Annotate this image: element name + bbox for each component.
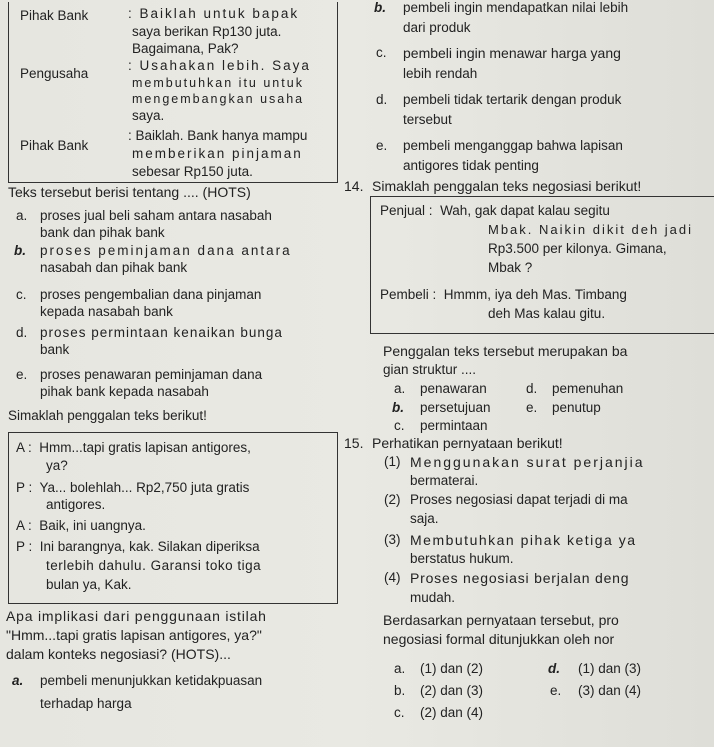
option-text: (2) dan (3) xyxy=(420,683,484,698)
dialog-line: sebesar Rp150 juta. xyxy=(132,164,253,179)
option-key-marked: a. xyxy=(12,673,24,688)
option-key: d. xyxy=(16,325,28,340)
dialog-line: A : Baik, ini uangnya. xyxy=(16,518,146,533)
option-key: e. xyxy=(550,683,562,698)
dialog-line: Mbak ? xyxy=(488,260,533,275)
option-key-marked: d. xyxy=(548,661,560,676)
dialog-line: mengembangkan usaha xyxy=(132,92,305,106)
statement-text: Membutuhkan pihak ketiga ya xyxy=(410,532,637,548)
statement-key: (4) xyxy=(384,570,401,585)
dialog-line: : Usahakan lebih. Saya xyxy=(128,58,311,73)
question-number: 14. xyxy=(344,178,364,194)
option-key: e. xyxy=(376,138,388,153)
dialog-line: Bagaimana, Pak? xyxy=(132,41,239,56)
option-text: pihak bank kepada nasabah xyxy=(40,384,209,399)
dialog-line: Penjual : Wah, gak dapat kalau segitu xyxy=(380,203,610,218)
section-intro: Simaklah penggalan teks berikut! xyxy=(8,408,207,423)
option-text: bank dan pihak bank xyxy=(40,225,165,240)
dialog-line: Rp3.500 per kilonya. Gimana, xyxy=(488,241,667,256)
option-text: proses jual beli saham antara nasabah xyxy=(40,208,272,223)
option-key: c. xyxy=(16,287,27,302)
option-text: bank xyxy=(40,342,70,357)
option-key: d. xyxy=(376,92,388,107)
statement-key: (1) xyxy=(384,454,401,469)
dialog-line: Pembeli : Hmmm, iya deh Mas. Timbang xyxy=(380,287,627,302)
option-text: pemenuhan xyxy=(552,381,624,396)
dialog-line: P : Ini barangnya, kak. Silakan diperiksa xyxy=(16,539,260,554)
dialog-line: memberikan pinjaman xyxy=(132,146,303,161)
option-text: permintaan xyxy=(420,418,488,433)
option-key-marked: b. xyxy=(14,243,26,258)
statement-key: (3) xyxy=(384,532,401,547)
option-text: pembeli menganggap bahwa lapisan xyxy=(403,138,623,153)
option-key: a. xyxy=(16,208,28,223)
question-stem: dalam konteks negosiasi? (HOTS)... xyxy=(6,646,231,662)
option-key: e. xyxy=(16,367,28,382)
question-stem: Penggalan teks tersebut merupakan ba xyxy=(383,343,628,359)
question-stem: "Hmm...tapi gratis lapisan antigores, ya?" xyxy=(6,627,262,643)
option-text: (1) dan (3) xyxy=(578,661,642,676)
speaker-label: Pihak Bank xyxy=(20,8,89,23)
option-text: kepada nasabah bank xyxy=(40,304,173,319)
option-text: (2) dan (4) xyxy=(420,705,484,720)
question-stem: gian struktur .... xyxy=(383,362,477,377)
option-text: proses pengembalian dana pinjaman xyxy=(40,287,262,302)
option-text: pembeli ingin menawar harga yang xyxy=(403,45,621,61)
statement-text: mudah. xyxy=(410,590,456,605)
option-text: penutup xyxy=(552,400,601,415)
dialog-line: terlebih dahulu. Garansi toko tiga xyxy=(46,558,262,573)
dialog-line: ya? xyxy=(46,458,68,473)
option-text: lebih rendah xyxy=(403,66,478,81)
option-key: c. xyxy=(394,705,405,720)
option-key: e. xyxy=(526,400,538,415)
option-text: (1) dan (2) xyxy=(420,661,484,676)
option-text: proses peminjaman dana antara xyxy=(40,243,292,258)
question-stem: Berdasarkan pernyataan tersebut, pro xyxy=(383,612,619,628)
dialog-line: bulan ya, Kak. xyxy=(46,577,132,592)
statement-text: Proses negosiasi dapat terjadi di ma xyxy=(410,492,628,507)
question-stem: Apa implikasi dari penggunaan istilah xyxy=(6,608,267,624)
option-text: nasabah dan pihak bank xyxy=(40,260,188,275)
dialog-line: : Baiklah. Bank hanya mampu xyxy=(128,128,308,143)
dialog-line: saya. xyxy=(132,108,165,123)
option-key-marked: b. xyxy=(374,0,386,15)
dialog-line: antigores. xyxy=(46,497,106,512)
statement-text: Menggunakan surat perjanjia xyxy=(410,454,645,470)
option-key: a. xyxy=(394,381,406,396)
option-text: persetujuan xyxy=(420,400,491,415)
option-key-marked: b. xyxy=(392,400,404,415)
statement-text: saja. xyxy=(410,511,439,526)
speaker-label: Pengusaha xyxy=(20,66,89,81)
option-text: tersebut xyxy=(403,112,452,127)
option-key: b. xyxy=(394,683,406,698)
option-text: pembeli tidak tertarik dengan produk xyxy=(403,92,622,107)
option-key: a. xyxy=(394,661,406,676)
dialog-line: membutuhkan itu untuk xyxy=(132,76,304,90)
option-text: terhadap harga xyxy=(40,696,132,711)
dialog-line: : Baiklah untuk bapak xyxy=(128,6,300,21)
dialog-line: deh Mas kalau gitu. xyxy=(488,306,606,321)
statement-text: Proses negosiasi berjalan deng xyxy=(410,570,630,586)
dialog-line: P : Ya... bolehlah... Rp2,750 juta gratis xyxy=(16,480,250,495)
question-stem: Teks tersebut berisi tentang .... (HOTS) xyxy=(8,184,251,200)
question-stem: negosiasi formal ditunjukkan oleh nor xyxy=(383,631,615,647)
statement-text: bermaterai. xyxy=(410,473,479,488)
dialog-line: saya berikan Rp130 juta. xyxy=(132,24,282,39)
dialog-line: Mbak. Naikin dikit deh jadi xyxy=(488,222,694,237)
dialog-line: A : Hmm...tapi gratis lapisan antigores, xyxy=(16,440,251,455)
option-text: (3) dan (4) xyxy=(578,683,642,698)
option-key: c. xyxy=(376,45,387,60)
question-stem: Simaklah penggalan teks negosiasi berikut! xyxy=(372,178,642,194)
option-text: antigores tidak penting xyxy=(403,158,539,173)
option-text: proses permintaan kenaikan bunga xyxy=(40,325,283,340)
dialog-box xyxy=(8,2,338,183)
option-text: pembeli menunjukkan ketidakpuasan xyxy=(40,673,263,688)
option-key: d. xyxy=(526,381,538,396)
option-text: proses penawaran peminjaman dana xyxy=(40,367,263,382)
speaker-label: Pihak Bank xyxy=(20,138,89,153)
question-number: 15. xyxy=(344,435,364,451)
option-key: c. xyxy=(394,418,405,433)
statement-text: berstatus hukum. xyxy=(410,551,514,566)
option-text: penawaran xyxy=(420,381,487,396)
statement-key: (2) xyxy=(384,492,401,507)
option-text: dari produk xyxy=(403,20,471,35)
option-text: pembeli ingin mendapatkan nilai lebih xyxy=(403,0,629,15)
question-stem: Perhatikan pernyataan berikut! xyxy=(372,435,563,451)
